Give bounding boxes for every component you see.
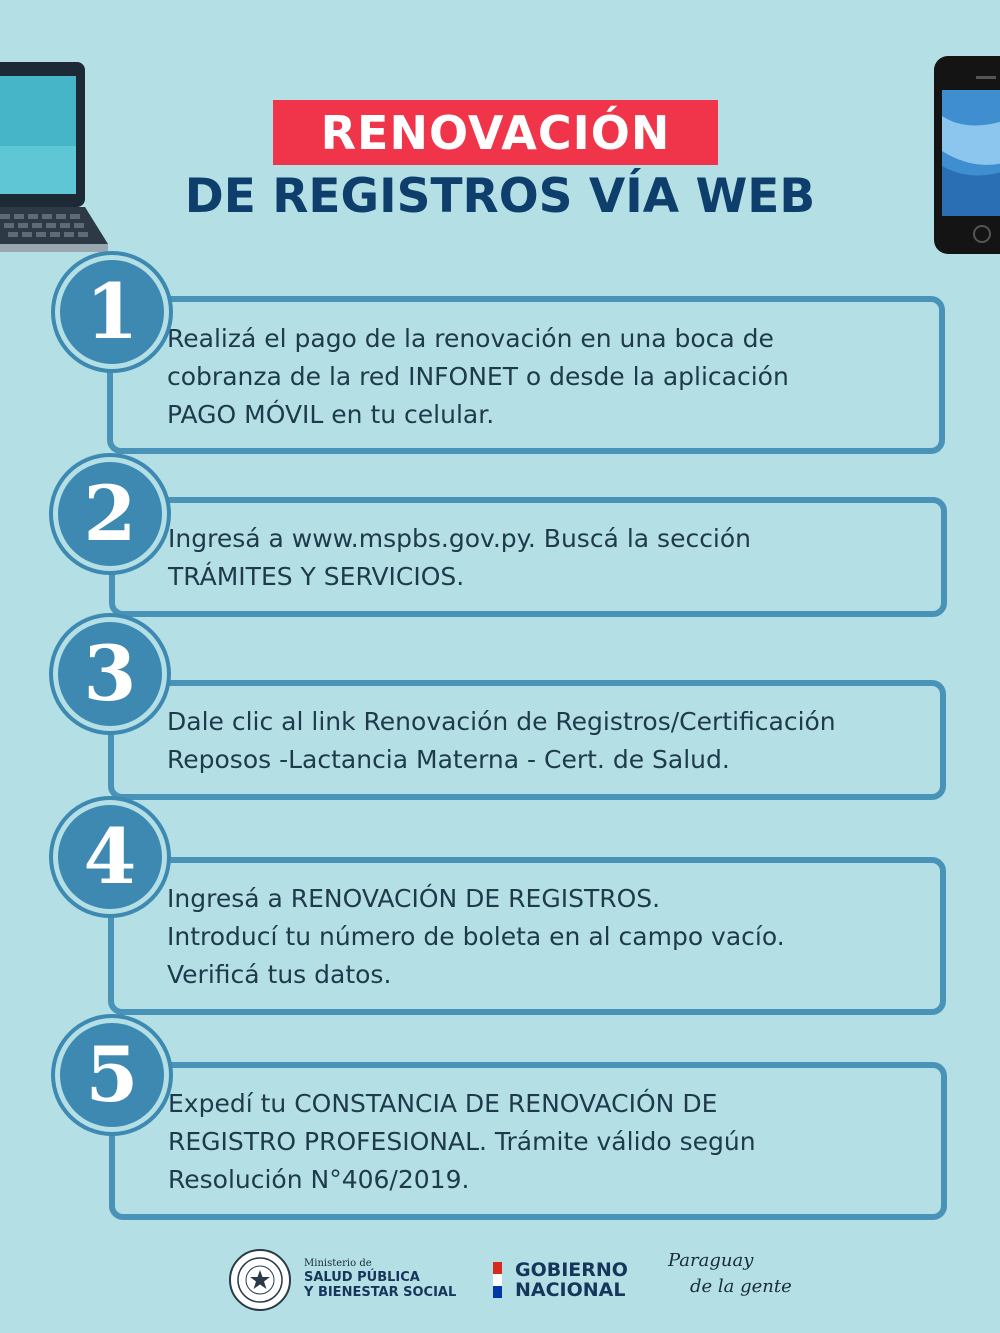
- step-2-line: Ingresá a www.mspbs.gov.py. Buscá la sección: [168, 524, 752, 553]
- ministry-name: [304, 1270, 456, 1300]
- step-3-line: Reposos -Lactancia Materna - Cert. de Salud.: [167, 745, 730, 774]
- step-1-line: cobranza de la red INFONET o desde la aplicación: [167, 362, 789, 391]
- step-5-line: REGISTRO PROFESIONAL. Trámite válido según: [168, 1127, 756, 1156]
- step-4-line: Introducí tu número de boleta en al campo vacío.: [167, 922, 785, 951]
- step-1-line: PAGO MÓVIL en tu celular.: [167, 400, 495, 429]
- government-line: NACIONAL: [515, 1279, 626, 1301]
- step-4-line: Ingresá a RENOVACIÓN DE REGISTROS.: [167, 884, 661, 913]
- step-text-3: [167, 703, 836, 779]
- step-1-line: Realizá el pago de la renovación en una boca de: [167, 324, 774, 353]
- step-2-line: TRÁMITES Y SERVICIOS.: [168, 562, 465, 591]
- step-text-1: [167, 320, 789, 434]
- title-banner: RENOVACIÓN: [273, 100, 718, 165]
- ministry-label: Ministerio de: [304, 1258, 372, 1269]
- slogan: [668, 1248, 792, 1300]
- step-number-badge-1: 1: [60, 260, 164, 364]
- national-seal-icon: [228, 1248, 292, 1312]
- step-number-badge-5: 5: [60, 1023, 164, 1127]
- step-number-badge-3: 3: [58, 622, 162, 726]
- slogan-line: de la gente: [690, 1276, 792, 1297]
- step-text-5: [168, 1085, 756, 1199]
- paraguay-flag-icon: [493, 1262, 502, 1298]
- ministry-name-line: SALUD PÚBLICA: [304, 1270, 420, 1285]
- slogan-line: Paraguay: [668, 1250, 754, 1271]
- step-3-line: Dale clic al link Renovación de Registros/Certificación: [167, 707, 836, 736]
- step-number-badge-4: 4: [58, 805, 162, 909]
- government-logo-text: [515, 1260, 628, 1300]
- step-number-badge-2: 2: [58, 462, 162, 566]
- smartphone-icon: [932, 56, 1000, 256]
- page-title: DE REGISTROS VÍA WEB: [184, 169, 816, 224]
- step-5-line: Resolución N°406/2019.: [168, 1165, 470, 1194]
- step-4-line: Verificá tus datos.: [167, 960, 392, 989]
- step-text-4: [167, 880, 785, 994]
- step-text-2: [168, 520, 751, 596]
- step-5-line: Expedí tu CONSTANCIA DE RENOVACIÓN DE: [168, 1089, 718, 1118]
- ministry-name-line: Y BIENESTAR SOCIAL: [304, 1285, 457, 1300]
- laptop-icon: [0, 62, 110, 262]
- government-line: GOBIERNO: [515, 1259, 628, 1281]
